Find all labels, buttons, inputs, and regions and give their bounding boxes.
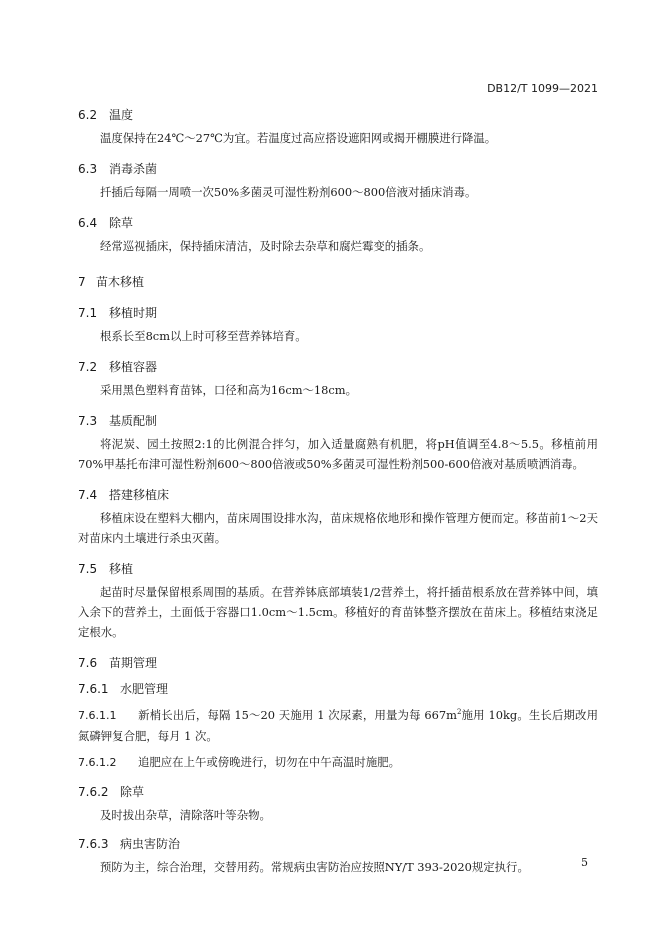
section-heading-7-2 [78,354,598,380]
section-text-7-3: 将泥炭、园土按照2:1的比例混合拌匀，加入适量腐熟有机肥，将pH值调至4.8～5.5。移植前用70%甲基托布津可湿性粉剂600～800倍液或50%多菌灵可湿性粉剂500-600倍液对基质喷洒消毒。 [78,437,598,471]
document-body [78,102,598,883]
section-title: 基质配制 [109,414,158,428]
section-number: 7.6.2 [78,784,109,799]
section-title: 移植 [109,562,134,576]
section-heading-7-6 [78,650,598,676]
section-text-7-6-3: 预防为主，综合治理，交替用药。常规病虫害防治应按照NY/T 393-2020规定执行。 [100,859,529,874]
clause-number: 7.6.1.2 [78,755,117,769]
section-text-6-2: 温度保持在24℃～27℃为宜。若温度过高应搭设遮阳网或揭开棚膜进行降温。 [100,131,497,145]
clause-text-a: 新梢长出后，每隔 15～20 天施用 1 次尿素，用量为每 667m [138,707,457,722]
clause-number: 7.6.1.1 [78,708,117,722]
section-number: 7.6.3 [78,836,109,851]
section-title: 病虫害防治 [120,836,181,851]
section-heading-7-6-3 [78,831,598,857]
section-text-7-2: 采用黑色塑料育苗钵，口径和高为16cm～18cm。 [100,383,357,397]
section-title: 移植时期 [109,306,158,320]
section-number: 6.4 [78,216,98,230]
section-number: 7.6 [78,656,98,670]
section-text-6-3: 扦插后每隔一周喷一次50%多菌灵可湿性粉剂600～800倍液对插床消毒。 [100,185,477,199]
section-text-7-5: 起苗时尽量保留根系周围的基质。在营养钵底部填装1/2营养土，将扦插苗根系放在营养钵中间，填入余下的营养土，土面低于容器口1.0cm～1.5cm。移植好的育苗钵整齐摆放在苗床上。移植结束浇足定根水。 [78,585,598,639]
section-heading-7-3 [78,408,598,434]
section-heading-7-5 [78,556,598,582]
section-title: 水肥管理 [120,682,169,696]
section-title: 温度 [109,108,134,122]
section-number: 7.1 [78,306,98,320]
section-text-7-4: 移植床设在塑料大棚内，苗床周围设排水沟，苗床规格依地形和操作管理方便而定。移苗前1～2天对苗床内土壤进行杀虫灭菌。 [78,511,598,545]
section-title: 移植容器 [109,360,158,374]
clause-text-b: 施用 10kg。生长后期改用氮磷钾复合肥，每月 1 次。 [78,707,598,743]
section-title: 除草 [109,216,134,230]
chapter-number: 7 [78,275,86,289]
clause-7-6-1-2 [78,752,598,773]
section-heading-7-1 [78,300,598,326]
chapter-title: 苗木移植 [96,275,145,289]
section-heading-6-4 [78,210,598,236]
section-number: 7.3 [78,414,98,428]
page-number: 5 [581,856,588,869]
clause-7-6-1-1 [78,702,598,746]
section-number: 6.2 [78,108,98,122]
section-title: 搭建移植床 [109,488,170,502]
section-number: 7.6.1 [78,682,109,696]
section-title: 消毒杀菌 [109,162,158,176]
section-heading-6-3 [78,156,598,182]
section-number: 7.4 [78,488,98,502]
section-number: 6.3 [78,162,98,176]
document-code: DB12/T 1099—2021 [487,82,598,95]
section-number: 7.5 [78,562,98,576]
section-text-7-1: 根系长至8cm以上时可移至营养钵培育。 [100,329,307,343]
section-heading-7-4 [78,482,598,508]
section-heading-7-6-1 [78,676,598,702]
chapter-heading-7 [78,264,598,300]
section-text-7-6-2: 及时拔出杂草，清除落叶等杂物。 [100,807,271,822]
section-title: 除草 [120,784,145,799]
section-number: 7.2 [78,360,98,374]
section-text-6-4: 经常巡视插床，保持插床清洁，及时除去杂草和腐烂霉变的插条。 [100,239,431,253]
section-title: 苗期管理 [109,656,158,670]
superscript-2: 2 [456,708,462,716]
section-heading-7-6-2 [78,779,598,805]
clause-text: 追肥应在上午或傍晚进行，切勿在中午高温时施肥。 [138,754,400,769]
section-heading-6-2 [78,102,598,128]
